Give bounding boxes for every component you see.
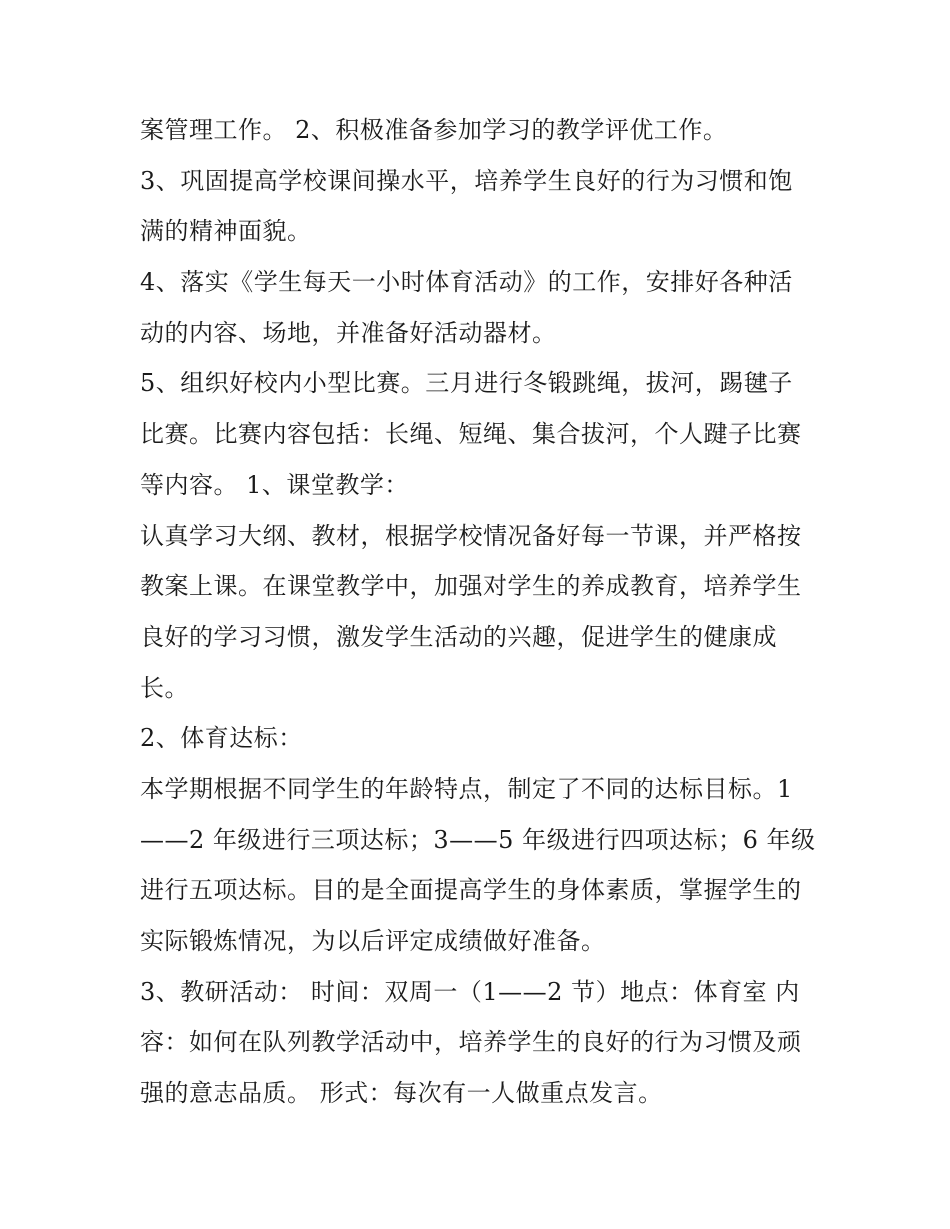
text-line-1: 案管理工作。 2、积极准备参加学习的教学评优工作。 xyxy=(140,116,728,144)
text-line-20: 强的意志品质。 形式：每次有一人做重点发言。 xyxy=(140,1079,663,1108)
text-line-3: 满的精神面貌。 xyxy=(140,217,312,246)
text-line-19: 容：如何在队列教学活动中，培养学生的良好的行为习惯及顽 xyxy=(140,1028,802,1057)
text-line-5: 动的内容、场地，并准备好活动器材。 xyxy=(140,318,557,347)
text-line-2: 3、巩固提高学校课间操水平，培养学生良好的行为习惯和饱 xyxy=(140,166,793,195)
text-line-15: ——2 年级进行三项达标；3——5 年级进行四项达标；6 年级 xyxy=(140,825,816,854)
text-line-17: 实际锻炼情况，为以后评定成绩做好准备。 xyxy=(140,927,606,955)
text-line-18: 3、教研活动： 时间：双周一（1——2 节）地点：体育室 内 xyxy=(140,977,800,1006)
text-line-13: 2、体育达标： xyxy=(140,724,303,753)
text-line-12: 长。 xyxy=(140,673,189,702)
text-line-9: 认真学习大纲、教材，根据学校情况备好每一节课，并严格按 xyxy=(140,521,802,550)
text-line-16: 进行五项达标。目的是全面提高学生的身体素质，掌握学生的 xyxy=(140,876,802,905)
text-line-10: 教案上课。在课堂教学中，加强对学生的养成教育，培养学生 xyxy=(140,572,802,601)
text-line-4: 4、落实《学生每天一小时体育活动》的工作，安排好各种活 xyxy=(140,268,793,297)
text-line-11: 良好的学习习惯，激发学生活动的兴趣，促进学生的健康成 xyxy=(140,622,777,651)
text-line-7: 比赛。比赛内容包括：长绳、短绳、集合拔河，个人踺子比赛 xyxy=(140,420,802,449)
text-line-14: 本学期根据不同学生的年龄特点，制定了不同的达标目标。1 xyxy=(140,774,793,803)
document-body xyxy=(140,105,820,1119)
text-line-6: 5、组织好校内小型比赛。三月进行冬锻跳绳，拔河，踢毽子 xyxy=(140,369,793,398)
text-line-8: 等内容。 1、课堂教学： xyxy=(140,470,409,499)
